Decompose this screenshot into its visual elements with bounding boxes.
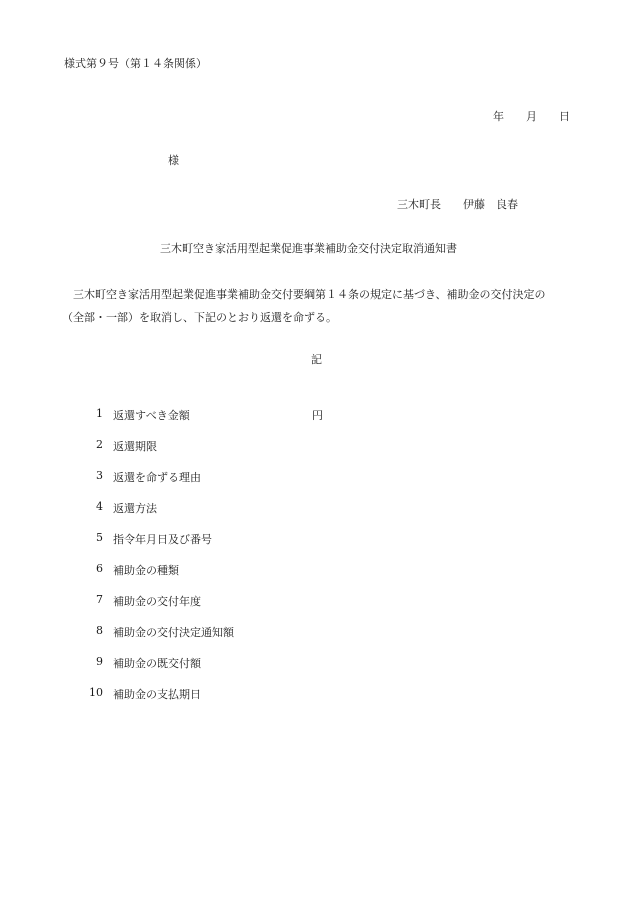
item-label: 補助金の交付決定通知額 <box>113 626 234 639</box>
body-text <box>62 283 582 329</box>
form-label: 様式第９号（第１４条関係） <box>64 57 207 70</box>
item-number: 2 <box>96 438 103 451</box>
ki-heading: 記 <box>311 353 322 366</box>
list-item <box>80 438 234 469</box>
signer-title: 三木町長 <box>397 198 441 211</box>
item-number: 3 <box>96 469 103 482</box>
year-label: 年 <box>493 110 504 123</box>
list-item <box>80 531 234 562</box>
item-number: 5 <box>96 531 103 544</box>
day-label: 日 <box>559 110 570 123</box>
item-number: 6 <box>96 562 103 575</box>
date-line <box>493 108 570 124</box>
list-item <box>80 593 234 624</box>
signer <box>397 196 518 212</box>
item-label: 返還方法 <box>113 502 157 515</box>
list-item <box>80 686 234 717</box>
item-label: 指令年月日及び番号 <box>113 533 212 546</box>
signer-name: 伊藤 良春 <box>463 198 518 211</box>
item-label: 補助金の既交付額 <box>113 657 201 670</box>
body-line-1: 三木町空き家活用型起業促進事業補助金交付要綱第１４条の規定に基づき、補助金の交付決定の <box>73 288 546 301</box>
list-item <box>80 655 234 686</box>
item-label: 返還すべき金額 <box>113 409 190 422</box>
item-label: 補助金の交付年度 <box>113 595 201 608</box>
list-item <box>80 407 234 438</box>
list-item <box>80 469 234 500</box>
item-label: 補助金の種類 <box>113 564 179 577</box>
item-number: 1 <box>96 407 103 420</box>
item-number: 10 <box>89 686 103 699</box>
month-label: 月 <box>526 110 537 123</box>
item-number: 9 <box>96 655 103 668</box>
body-line-2: （全部・一部）を取消し、下記のとおり返還を命ずる。 <box>62 311 337 324</box>
item-number: 4 <box>96 500 103 513</box>
list-item <box>80 562 234 593</box>
list-item <box>80 500 234 531</box>
list-item <box>80 624 234 655</box>
item-list <box>80 407 234 717</box>
addressee-suffix: 様 <box>168 154 179 167</box>
item-label: 返還を命ずる理由 <box>113 471 201 484</box>
item-number: 7 <box>96 593 103 606</box>
item-label: 補助金の支払期日 <box>113 688 201 701</box>
yen-unit: 円 <box>312 409 323 422</box>
item-label: 返還期限 <box>113 440 157 453</box>
document-title: 三木町空き家活用型起業促進事業補助金交付決定取消通知書 <box>160 242 457 255</box>
item-number: 8 <box>96 624 103 637</box>
